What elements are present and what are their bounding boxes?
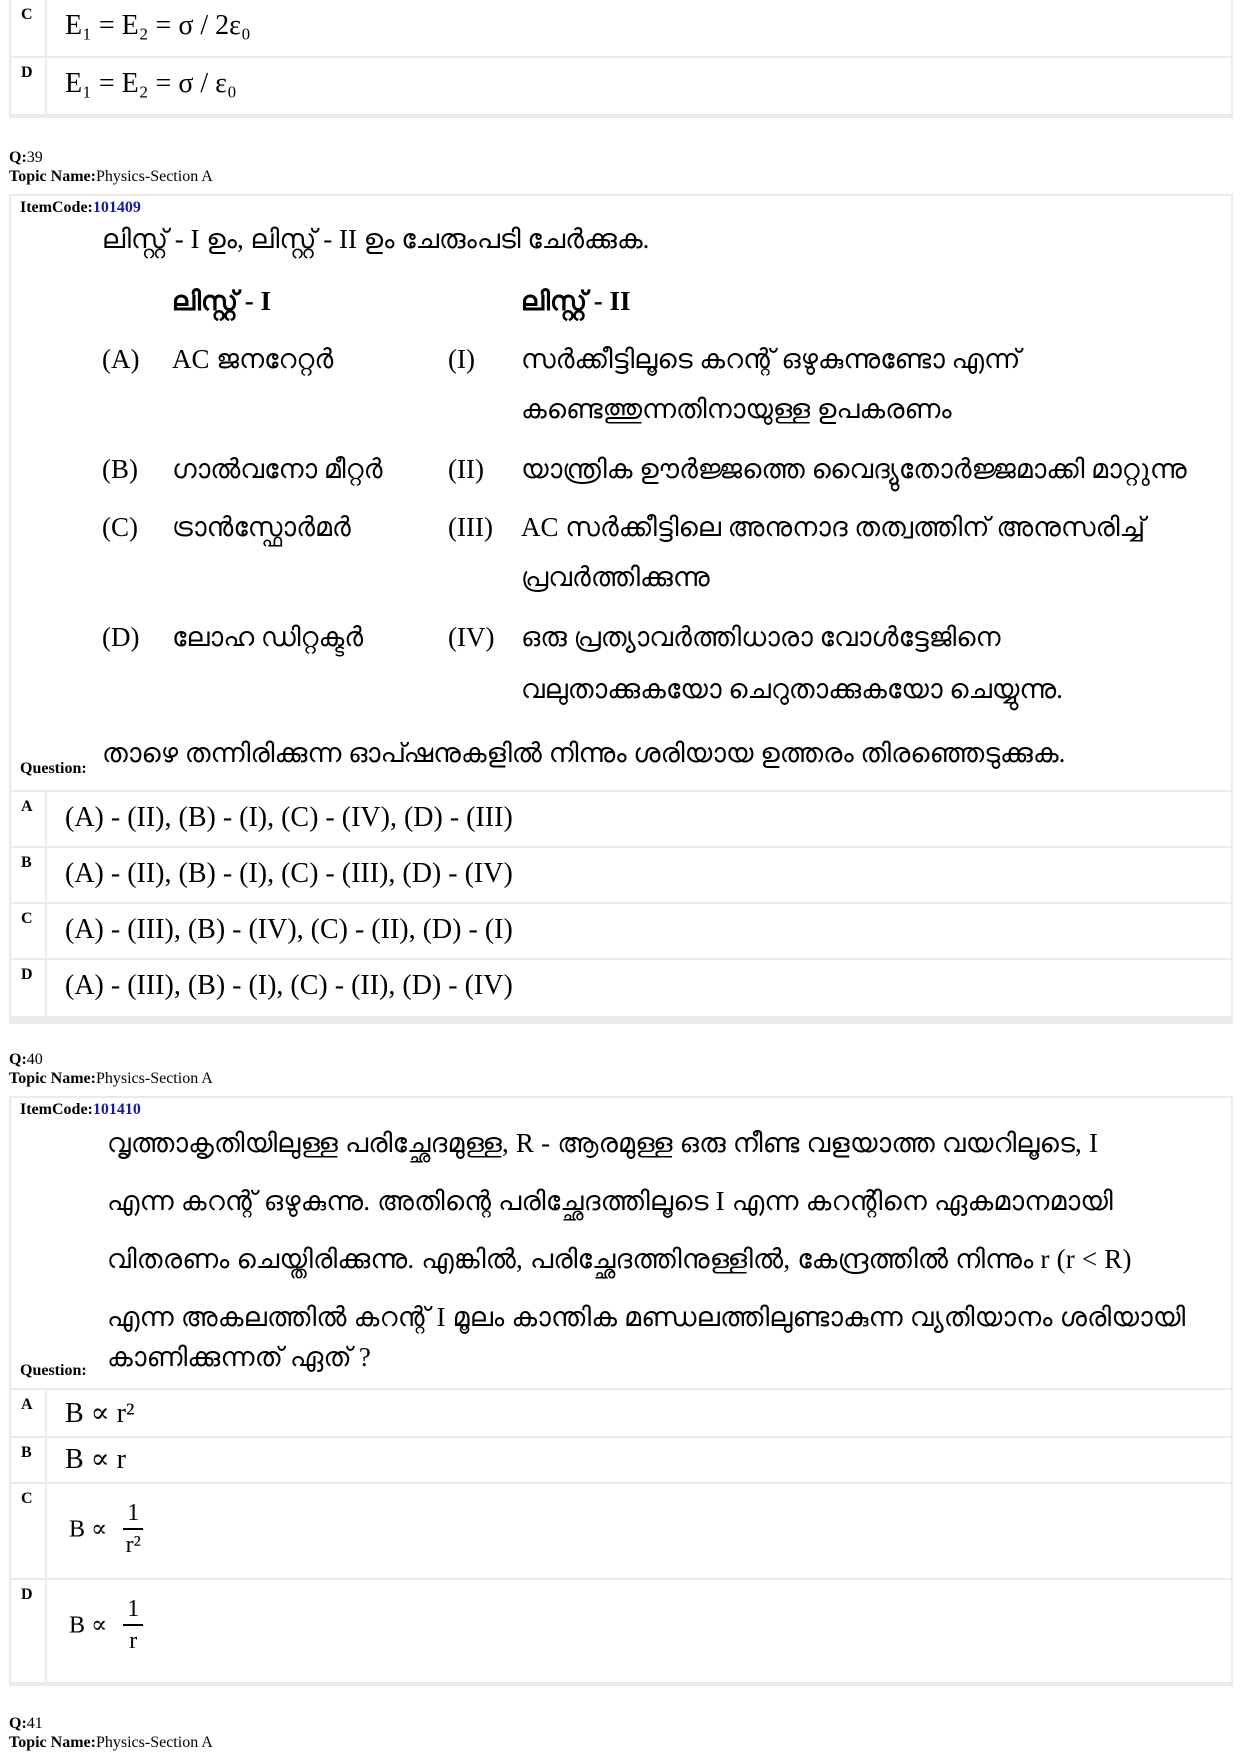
option-letter: C [21,6,33,23]
q-label: Q: [9,1051,27,1068]
fraction [123,1594,143,1656]
row-c-item: ട്രാൻസ്ഫോർമർ [172,512,351,542]
row-d-tag: (D) [102,622,140,652]
q39-option-a[interactable] [11,792,1231,846]
option-letter: C [21,1490,33,1507]
itemcode [20,199,141,217]
q38-option-d[interactable] [11,58,1231,114]
option-text: (A) - (III), (B) - (IV), (C) - (II), (D) - (I) [65,914,513,945]
q-number: 39 [26,149,43,166]
option-text: B ∝ r [65,1444,126,1475]
q38-option-c[interactable] [11,0,1231,56]
row-d-item: ലോഹ ഡിറ്റക്ടർ [172,622,364,652]
fraction-expression [69,1594,143,1656]
q-number: 40 [26,1051,43,1068]
row-iii-line1: AC സർക്കീട്ടിലെ അനുനാദ തത്വത്തിന് അനുസരിച്ച് [521,512,1146,542]
q-number: 41 [26,1715,43,1732]
option-letter: A [21,1396,33,1413]
row-a-item: AC ജനറേറ്റർ [172,344,334,374]
q39-question-panel [11,196,1231,790]
q39-box [9,194,1233,1024]
question-line-3: വിതരണം ചെയ്തിരിക്കുന്നു. എങ്കിൽ, പരിച്ഛേദത്തിനുള്ളിൽ, കേന്ദ്രത്തിൽ നിന്നും r (r < R) [107,1244,1132,1274]
option-letter: D [21,1586,33,1603]
row-i-tag: (I) [448,344,475,374]
option-text: (A) - (II), (B) - (I), (C) - (III), (D) - (IV) [65,858,513,889]
fraction-expression [69,1498,143,1560]
row-iv-line2: വലുതാക്കുകയോ ചെറുതാക്കുകയോ ചെയ്യുന്നു. [521,674,1063,704]
q40-option-d[interactable] [11,1580,1231,1682]
q39-option-d[interactable] [11,960,1231,1016]
match-instruction: ലിസ്റ്റ് - I ഉം, ലിസ്റ്റ് - II ഉം ചേരുംപടി ചേർക്കുക. [102,224,650,254]
q39-option-b[interactable] [11,848,1231,902]
itemcode-label: ItemCode: [20,1101,93,1118]
denominator: r² [125,1532,141,1558]
option-letter: B [21,1444,32,1461]
q41-header [9,1714,213,1752]
topic-label: Topic Name: [9,168,96,185]
q40-option-c[interactable] [11,1484,1231,1578]
row-iii-line2: പ്രവർത്തിക്കുന്നു [521,562,710,592]
itemcode-value: 101409 [92,199,141,216]
list1-header: ലിസ്റ്റ് - I [172,286,271,316]
question-text: താഴെ തന്നിരിക്കുന്ന ഓപ്ഷനുകളിൽ നിന്നും ശരിയായ ഉത്തരം തിരഞ്ഞെടുക്കുക. [102,738,1066,768]
fraction [123,1498,143,1560]
denominator: r [129,1628,138,1654]
option-letter: D [21,64,33,81]
option-letter: D [21,966,33,983]
option-letter: A [21,798,33,815]
option-letter: B [21,854,32,871]
q40-header [9,1050,213,1088]
option-text: B ∝ r² [65,1398,135,1429]
q40-option-a[interactable] [11,1390,1231,1436]
option-text: E₁ = E₂ = σ / 2ε₀ [65,10,251,41]
q-label: Q: [9,1715,27,1732]
question-line-1: വൃത്താകൃതിയിലുള്ള പരിച്ഛേദമുള്ള, R - ആരമുള്ള ഒരു നീണ്ട വളയാത്ത വയറിലൂടെ, I [107,1128,1099,1158]
q40-question-panel [11,1098,1231,1388]
row-i-line1: സർക്കീട്ടിലൂടെ കറന്റ് ഒഴുകുന്നുണ്ടോ എന്ന് [521,344,1021,374]
topic-label: Topic Name: [9,1734,96,1751]
q38-options-box [9,0,1233,118]
row-iv-tag: (IV) [448,622,495,652]
itemcode-label: ItemCode: [20,199,93,216]
fraction-lhs: B ∝ [69,1516,108,1543]
row-iii-tag: (III) [448,512,493,542]
q40-option-b[interactable] [11,1438,1231,1482]
topic-name: Physics-Section A [95,168,213,185]
row-a-tag: (A) [102,344,140,374]
question-label: Question: [20,760,87,777]
row-i-line2: കണ്ടെത്തുന്നതിനായുള്ള ഉപകരണം [521,394,952,424]
row-ii-line1: യാന്ത്രിക ഊർജ്ജത്തെ വൈദ്യുതോർജ്ജമാക്കി മാറ്റുന്നു [521,454,1187,484]
option-text: (A) - (II), (B) - (I), (C) - (IV), (D) - (III) [65,802,513,833]
numerator: 1 [123,1498,143,1530]
list2-header: ലിസ്റ്റ് - II [521,286,631,316]
itemcode [20,1101,141,1119]
option-text: (A) - (III), (B) - (I), (C) - (II), (D) - (IV) [65,970,513,1001]
topic-name: Physics-Section A [95,1070,213,1087]
itemcode-value: 101410 [92,1101,141,1118]
q40-box [9,1096,1233,1686]
q39-option-c[interactable] [11,904,1231,958]
row-b-tag: (B) [102,454,138,484]
topic-name: Physics-Section A [95,1734,213,1751]
question-label: Question: [20,1362,87,1379]
option-letter: C [21,910,33,927]
numerator: 1 [123,1594,143,1626]
question-line-5: കാണിക്കുന്നത് ഏത് ? [107,1342,372,1372]
row-c-tag: (C) [102,512,138,542]
fraction-lhs: B ∝ [69,1612,108,1639]
row-ii-tag: (II) [448,454,484,484]
q-label: Q: [9,149,27,166]
row-iv-line1: ഒരു പ്രത്യാവർത്തിധാരാ വോൾട്ടേജിനെ [521,622,1001,652]
option-text: E₁ = E₂ = σ / ε₀ [65,68,237,99]
row-b-item: ഗാൽവനോ മീറ്റർ [172,454,383,484]
question-line-4: എന്ന അകലത്തിൽ കറന്റ് I മൂലം കാന്തിക മണ്ഡലത്തിലുണ്ടാകുന്ന വ്യതിയാനം ശരിയായി [107,1302,1186,1332]
question-line-2: എന്ന കറന്റ് ഒഴുകുന്നു. അതിന്റെ പരിച്ഛേദത്തിലൂടെ I എന്ന കറന്റിനെ ഏകമാനമായി [107,1186,1113,1216]
topic-label: Topic Name: [9,1070,96,1087]
q39-header [9,148,213,186]
